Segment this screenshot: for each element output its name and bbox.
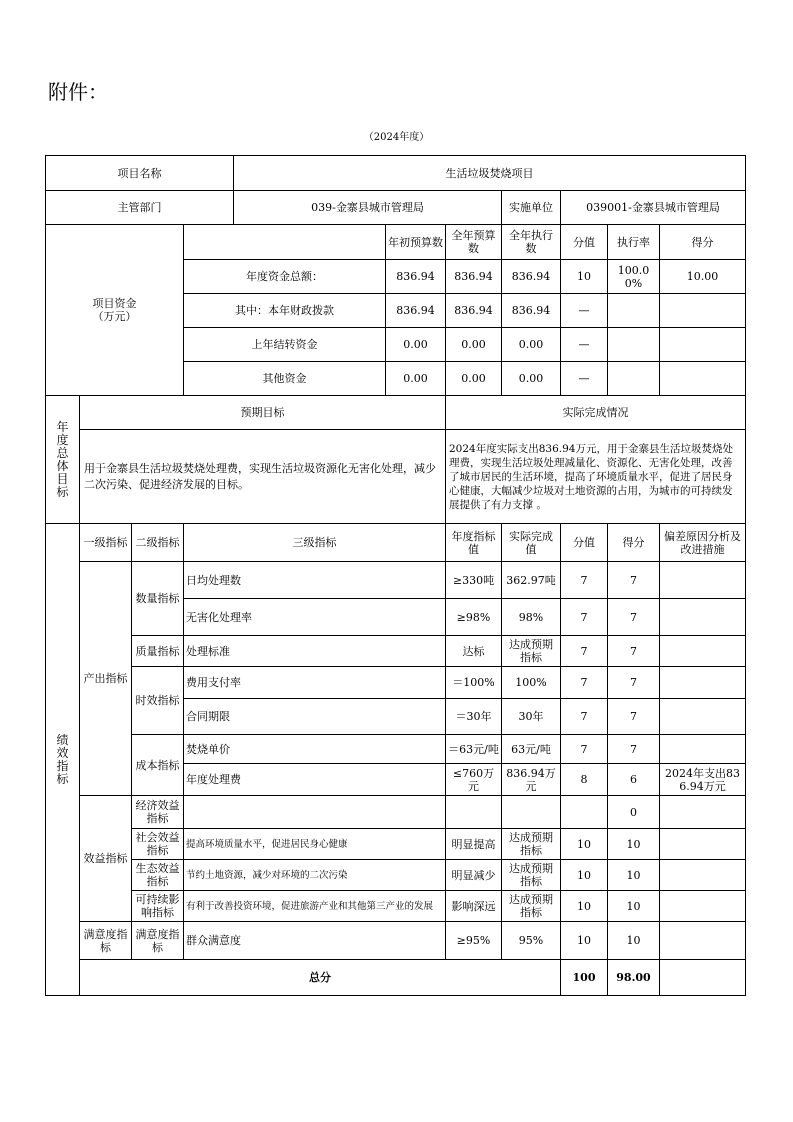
level1-benefit: 效益指标 [80, 796, 132, 922]
indicator-actual: 达成预期指标 [502, 860, 561, 891]
level2-social: 社会效益指标 [132, 829, 184, 860]
funds-full: 0.00 [446, 362, 502, 396]
indicator-actual [502, 796, 561, 829]
funds-rate [608, 362, 660, 396]
indicator-l3: 年度处理费 [184, 764, 446, 796]
impl-label: 实施单位 [502, 191, 561, 225]
indicator-target: ＝63元/吨 [446, 735, 502, 764]
indicator-value: 8 [561, 764, 608, 796]
total-note [660, 960, 746, 996]
indicator-score: 10 [608, 891, 660, 922]
total-score: 98.00 [608, 960, 660, 996]
funds-label: 项目资金 （万元） [46, 225, 184, 396]
funds-header-value: 分值 [561, 225, 608, 260]
funds-row-label: 年度资金总额： [184, 260, 386, 294]
level2-eco: 生态效益指标 [132, 860, 184, 891]
level2-sustain: 可持续影响指标 [132, 891, 184, 922]
level1-output: 产出指标 [80, 562, 132, 796]
indicator-note [660, 891, 746, 922]
level1-satisfaction: 满意度指标 [80, 922, 132, 960]
funds-initial: 836.94 [386, 260, 446, 294]
indicator-value: 7 [561, 562, 608, 599]
indicator-value: 10 [561, 891, 608, 922]
funds-full: 836.94 [446, 260, 502, 294]
indicator-l3: 日均处理数 [184, 562, 446, 599]
funds-row-label: 其他资金 [184, 362, 386, 396]
total-value: 100 [561, 960, 608, 996]
indicator-l3: 无害化处理率 [184, 599, 446, 636]
funds-exec: 836.94 [502, 294, 561, 328]
level2-satisfaction: 满意度指标 [132, 922, 184, 960]
attachment-label: 附件： [48, 80, 108, 104]
indicator-score: 6 [608, 764, 660, 796]
indicator-note [660, 636, 746, 667]
indicator-value: 10 [561, 922, 608, 960]
funds-row-label: 上年结转资金 [184, 328, 386, 362]
indicator-target: ≥98% [446, 599, 502, 636]
indicator-score: 0 [608, 796, 660, 829]
funds-header-initial: 年初预算数 [386, 225, 446, 260]
level2-cost: 成本指标 [132, 735, 184, 796]
level2-quantity: 数量指标 [132, 562, 184, 636]
funds-exec: 0.00 [502, 328, 561, 362]
indicator-note [660, 735, 746, 764]
dept-label: 主管部门 [46, 191, 234, 225]
indicator-value: 7 [561, 599, 608, 636]
funds-score-value: — [561, 328, 608, 362]
indicator-actual: 63元/吨 [502, 735, 561, 764]
dept-value: 039-金寨县城市管理局 [234, 191, 502, 225]
expected-goal-header: 预期目标 [80, 396, 446, 430]
indicator-score: 7 [608, 735, 660, 764]
funds-initial: 0.00 [386, 362, 446, 396]
funds-full: 0.00 [446, 328, 502, 362]
project-name-label: 项目名称 [46, 156, 234, 191]
indicator-value: 7 [561, 699, 608, 735]
funds-score [660, 328, 746, 362]
indicator-target: 影响深远 [446, 891, 502, 922]
perf-header-l2: 二级指标 [132, 524, 184, 562]
indicator-target: ≤760万元 [446, 764, 502, 796]
indicator-note [660, 699, 746, 735]
funds-initial: 0.00 [386, 328, 446, 362]
funds-rate [608, 294, 660, 328]
indicator-actual: 30年 [502, 699, 561, 735]
indicator-score: 7 [608, 699, 660, 735]
indicator-actual: 362.97吨 [502, 562, 561, 599]
project-name: 生活垃圾焚烧项目 [234, 156, 746, 191]
indicator-value: 7 [561, 735, 608, 764]
indicator-score: 7 [608, 636, 660, 667]
impl-value: 039001-金寨县城市管理局 [561, 191, 746, 225]
indicator-score: 10 [608, 860, 660, 891]
funds-initial: 836.94 [386, 294, 446, 328]
funds-header-full: 全年预算数 [446, 225, 502, 260]
funds-exec: 0.00 [502, 362, 561, 396]
indicator-score: 10 [608, 829, 660, 860]
indicator-l3: 群众满意度 [184, 922, 446, 960]
indicator-note [660, 599, 746, 636]
perf-header-score: 得分 [608, 524, 660, 562]
indicator-l3: 焚烧单价 [184, 735, 446, 764]
indicator-l3 [184, 796, 446, 829]
report-year: （2024年度） [363, 132, 430, 143]
goals-side-label: 年 度 总 体 目 标 [46, 396, 80, 524]
indicator-actual: 95% [502, 922, 561, 960]
total-label: 总分 [80, 960, 561, 996]
indicator-l3: 合同期限 [184, 699, 446, 735]
perf-header-l1: 一级指标 [80, 524, 132, 562]
funds-row-label: 其中：本年财政拨款 [184, 294, 386, 328]
level2-quality: 质量指标 [132, 636, 184, 667]
funds-header-score: 得分 [660, 225, 746, 260]
funds-score [660, 362, 746, 396]
actual-completion-header: 实际完成情况 [446, 396, 746, 430]
indicator-value: 7 [561, 667, 608, 699]
indicator-note [660, 829, 746, 860]
indicator-target: ≥330吨 [446, 562, 502, 599]
indicator-actual: 836.94万元 [502, 764, 561, 796]
performance-side-label: 绩 效 指 标 [46, 524, 80, 996]
indicator-target: ＝100% [446, 667, 502, 699]
indicator-score: 7 [608, 562, 660, 599]
indicator-target [446, 796, 502, 829]
indicator-note [660, 562, 746, 599]
indicator-value: 10 [561, 860, 608, 891]
performance-evaluation-table [45, 155, 746, 996]
funds-score-value: — [561, 294, 608, 328]
indicator-value [561, 796, 608, 829]
indicator-target: 明显提高 [446, 829, 502, 860]
indicator-target: ≥95% [446, 922, 502, 960]
funds-header-exec: 全年执行数 [502, 225, 561, 260]
indicator-target: ＝30年 [446, 699, 502, 735]
indicator-l3: 处理标准 [184, 636, 446, 667]
perf-header-value: 分值 [561, 524, 608, 562]
indicator-value: 10 [561, 829, 608, 860]
funds-header-blank [184, 225, 386, 260]
funds-full: 836.94 [446, 294, 502, 328]
indicator-actual: 达成预期指标 [502, 829, 561, 860]
indicator-score: 7 [608, 667, 660, 699]
indicator-score: 10 [608, 922, 660, 960]
funds-score-value: — [561, 362, 608, 396]
indicator-note: 2024年支出836.94万元 [660, 764, 746, 796]
indicator-target: 达标 [446, 636, 502, 667]
funds-rate: 100.00% [608, 260, 660, 294]
indicator-note [660, 860, 746, 891]
perf-header-l3: 三级指标 [184, 524, 446, 562]
indicator-l3: 提高环境质量水平，促进居民身心健康 [184, 829, 446, 860]
indicator-score: 7 [608, 599, 660, 636]
funds-exec: 836.94 [502, 260, 561, 294]
actual-completion-text: 2024年度实际支出836.94万元，用于金寨县生活垃圾焚烧处理费，实现生活垃圾处理减量化、资源化、无害化处理，改善了城市居民的生活环境，提高了环境质量水平，促进了居民身心健康，大幅减少垃圾对土地资源的占用，为城市的可持续发展提供了有力支撑 。 [446, 430, 746, 524]
indicator-actual: 100% [502, 667, 561, 699]
indicator-actual: 98% [502, 599, 561, 636]
perf-header-actual: 实际完成值 [502, 524, 561, 562]
indicator-target: 明显减少 [446, 860, 502, 891]
indicator-l3: 费用支付率 [184, 667, 446, 699]
expected-goal-text: 用于金寨县生活垃圾焚烧处理费，实现生活垃圾资源化无害化处理，减少二次污染、促进经济发展的目标。 [80, 430, 446, 524]
perf-header-note: 偏差原因分析及改进措施 [660, 524, 746, 562]
funds-rate [608, 328, 660, 362]
indicator-l3: 有利于改善投资环境，促进旅游产业和其他第三产业的发展 [184, 891, 446, 922]
level2-economic: 经济效益指标 [132, 796, 184, 829]
indicator-actual: 达成预期指标 [502, 636, 561, 667]
funds-score: 10.00 [660, 260, 746, 294]
indicator-value: 7 [561, 636, 608, 667]
perf-header-target: 年度指标值 [446, 524, 502, 562]
funds-score [660, 294, 746, 328]
indicator-note [660, 922, 746, 960]
indicator-note [660, 667, 746, 699]
funds-header-rate: 执行率 [608, 225, 660, 260]
level2-time: 时效指标 [132, 667, 184, 735]
funds-score-value: 10 [561, 260, 608, 294]
indicator-l3: 节约土地资源，减少对环境的二次污染 [184, 860, 446, 891]
indicator-note [660, 796, 746, 829]
indicator-actual: 达成预期指标 [502, 891, 561, 922]
